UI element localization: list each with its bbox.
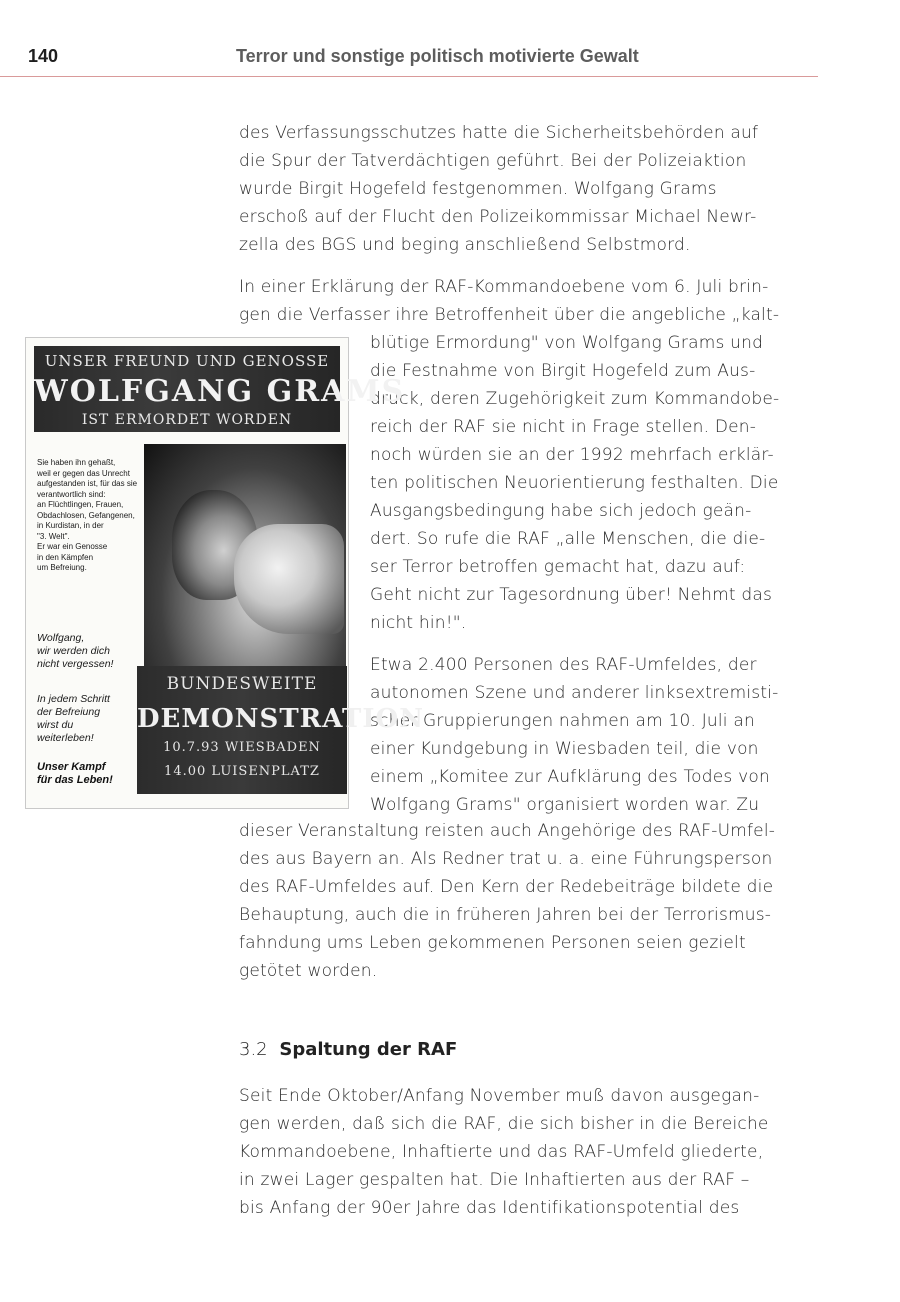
header-rule <box>0 76 818 77</box>
poster-demo-box <box>137 666 424 794</box>
poster-slogan-1: Wolfgang, wir werden dich nicht vergessen! <box>37 632 114 670</box>
poster-slogan-2: In jedem Schritt der Befreiung wirst du weiterleben! <box>37 693 110 744</box>
poster-demo-line-4: 14.00 LUISENPLATZ <box>164 764 320 779</box>
paragraph-1: des Verfassungsschutzes hatte die Sicherheitsbehörden auf die Spur der Tatverdächtigen geführt. Bei der Polizeiaktion wurde Birgit Hogefeld festgenommen. Wolfgang Grams erschoß auf der Flucht den Polizeikommissar Michael Newr- zella des BGS und beging anschließend Selbstmord. <box>239 123 759 255</box>
running-header <box>0 46 900 74</box>
section-number: 3.2 <box>239 1039 268 1060</box>
poster-demo-line-2: DEMONSTRATION <box>137 704 424 734</box>
photo-person-shirt <box>234 524 344 634</box>
poster-banner-line-2: WOLFGANG GRAMS <box>34 374 406 409</box>
poster-photo <box>144 444 346 666</box>
poster-slogan-kampf: Unser Kampf für das Leben! <box>37 761 113 786</box>
poster-figure <box>25 337 424 809</box>
running-header-title: Terror und sonstige politisch motivierte Gewalt <box>236 46 639 66</box>
paragraph-2-wrapped: blütige Ermordung" von Wolfgang Grams und die Festnahme von Birgit Hogefeld zum Aus- druck, deren Zugehörigkeit zum Kommandobe- reich der RAF sie nicht in Frage stellen. Den- noch würden sie an der 1992 mehrfach erklär- ten politischen Neuorientierung festhalten. Die Ausgangsbedingung habe sich jedoch geän- dert. So rufe die RAF „alle Menschen, die die- ser Terror betroffen gemacht hat, dazu auf: Geht nicht zur Tagesordnung über! Nehmt das nicht hin!". <box>370 333 780 633</box>
poster-banner-line-1: UNSER FREUND UND GENOSSE <box>44 352 330 370</box>
poster-banner-line-3: IST ERMORDET WORDEN <box>81 412 293 428</box>
poster-demo-line-3: 10.7.93 WIESBADEN <box>163 740 321 755</box>
page-number: 140 <box>28 46 59 66</box>
poster-demo-line-1: BUNDESWEITE <box>166 674 318 694</box>
paragraph-3-wrapped: Etwa 2.400 Personen des RAF-Umfeldes, der autonomen Szene und anderer linksextremisti- scher Gruppierungen nahmen am 10. Juli an einer Kundgebung in Wiesbaden teil, die von einem „Komitee zur Aufklärung des Todes von Wolfgang Grams" organisiert worden war. Zu <box>370 655 779 815</box>
section-title: Spaltung der RAF <box>279 1039 458 1060</box>
section-heading <box>239 1039 457 1060</box>
paragraph-3-full: dieser Veranstaltung reisten auch Angehörige des RAF-Umfel- des aus Bayern an. Als Redner trat u. a. eine Führungsperson des RAF-Umfeldes auf. Den Kern der Redebeiträge bildete die Behauptung, auch die in früheren Jahren bei der Terrorismus- fahndung ums Leben gekommenen Personen seien gezielt getötet worden. <box>239 821 776 981</box>
paragraph-2-top: In einer Erklärung der RAF-Kommandoebene vom 6. Juli brin- gen die Verfasser ihre Betroffenheit über die angebliche „kalt- <box>239 277 780 325</box>
poster-banner <box>34 346 406 432</box>
poster-caption: Sie haben ihn gehaßt, weil er gegen das Unrecht aufgestanden ist, für das sie verantwortlich sind: an Flüchtlingen, Frauen, Obdachlosen, Gefangenen, in Kurdistan, in der "3. Welt". Er war ein Genosse in den Kämpfen um Befreiung. <box>37 458 138 572</box>
paragraph-4: Seit Ende Oktober/Anfang November muß davon ausgegan- gen werden, daß sich die RAF, die sich bisher in die Bereiche Kommandoebene, Inhaftierte und das RAF-Umfeld gliederte, in zwei Lager gespalten hat. Die Inhaftierten aus der RAF – bis Anfang der 90er Jahre das Identifikationspotential des <box>239 1086 769 1218</box>
